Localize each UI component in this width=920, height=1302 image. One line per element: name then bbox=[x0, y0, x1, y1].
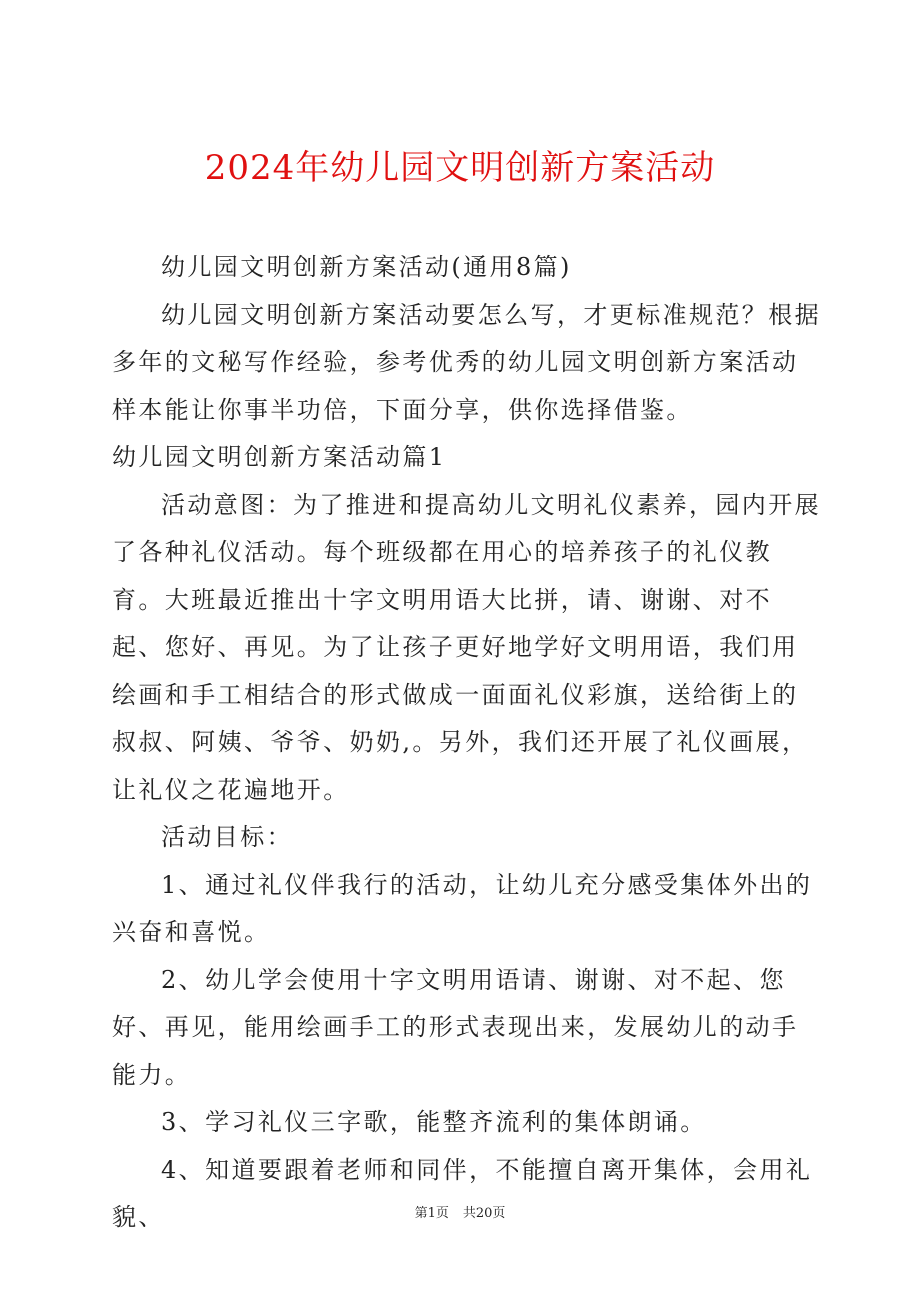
goal-item-4: 4、知道要跟着老师和同伴，不能擅自离开集体，会用礼貌、 bbox=[112, 1155, 813, 1231]
page-footer bbox=[0, 1204, 920, 1224]
document-title: 2024年幼儿园文明创新方案活动 bbox=[204, 148, 716, 188]
paragraph-activity-intent: 活动意图：为了推进和提高幼儿文明礼仪素养，园内开展了各种礼仪活动。每个班级都在用心的培养孩子的礼仪教育。大班最近推出十字文明用语大比拼，请、谢谢、对不起、您好、再见。为了让孩子更好地学好文明用语，我们用绘画和手工相结合的形式做成一面面礼仪彩旗，送给街上的叔叔、阿姨、爷爷、奶奶,。另外，我们还开展了礼仪画展，让礼仪之花遍地开。 bbox=[112, 490, 821, 804]
goal-item-1: 1、通过礼仪伴我行的活动，让幼儿充分感受集体外出的兴奋和喜悦。 bbox=[112, 870, 813, 946]
section-heading: 幼儿园文明创新方案活动篇1 bbox=[112, 443, 447, 471]
page-total: 共20页 bbox=[462, 1206, 506, 1221]
paragraph-activity-goals-label: 活动目标： bbox=[161, 823, 293, 851]
goal-item-2: 2、幼儿学会使用十字文明用语请、谢谢、对不起、您好、再见，能用绘画手工的形式表现出来，发展幼儿的动手能力。 bbox=[112, 965, 799, 1089]
paragraph-subtitle: 幼儿园文明创新方案活动(通用8篇) bbox=[161, 253, 572, 281]
document-body bbox=[112, 244, 824, 1242]
paragraph-intro: 幼儿园文明创新方案活动要怎么写，才更标准规范？根据多年的文秘写作经验，参考优秀的幼儿园文明创新方案活动样本能让你事半功倍，下面分享，供你选择借鉴。 bbox=[112, 300, 821, 424]
goal-item-3: 3、学习礼仪三字歌，能整齐流利的集体朗诵。 bbox=[161, 1108, 707, 1136]
page-number: 第1页 bbox=[414, 1206, 449, 1221]
